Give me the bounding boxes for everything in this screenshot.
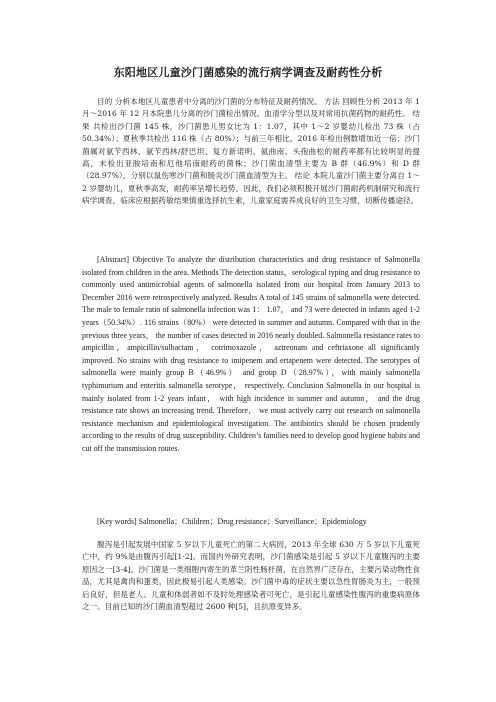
english-abstract: [Abstract] Objective To analyze the distribution characteristics and drug resistance of Salmonella isolated from children in the area. Methods The detection status，serological typing and drug resistance to commonly used antimicrobial agents of salmonella isolated from our hospital from January 2013 to December 2016 were retrospectively analyzed. Results A total of 145 strains of salmonella were detected. The male to female ratio of salmonella infection was 1： 1.07， and 73 were detected in infants aged 1-2 years（50.34%）. 116 strains（80%） were detected in summer and autumn. Compared with that in the previous three years， the number of cases detected in 2016 nearly doubled. Salmonella resistance rates to ampicillin，ampicillin/sulbactam， cotrimoxazole， aztreonam and ceftriaxone all significantly improved. No strains with drug resistance to imipenem and ertapenem were detected. The serotypes of salmonella were mainly group B（46.9%） and group D（28.97%），with mainly salmonella typhimurium and enteritis salmonella serotype， respectively. Conclusion Salmonella in our hospital is mainly isolated from 1-2 years infant， with high incidence in summer and autumn， and the drug resistance rate shows an increasing trend. Therefore， we must actively carry out research on salmonella resistance mechanism and epidemiological investigation. The antibiotics should be chosen prudently according to the results of drug susceptibility. Children’s families need to develop good hygiene habits and cut off the transmission routes. <box>82 255 420 453</box>
keywords: [Key words] Salmonella；Children；Drug resistance；Surveillance；Epidemiology <box>97 517 367 526</box>
paper-title: 东阳地区儿童沙门菌感染的流行病学调查及耐药性分析 <box>113 66 383 79</box>
introduction-paragraph: 腹泻是引起发展中国家 5 岁以下儿童死亡的第二大病因，2013 年全球 630 万 5 岁以下儿童死亡中，约 9%是由腹泻引起[1-2]。而国内外研究表明，沙门菌感染是引起 5 岁以下儿童腹泻的主要原因之一[3-4]。沙门菌是一类细胞内寄生的革兰阴性肠杆菌，在自然界广泛存在，主要污染动物性食品，尤其是禽肉和蛋类，因此极易引起人类感染。沙门菌中毒的症状主要以急性胃肠炎为主，一般预后良好，但是老人、儿童和体弱者如不及时处理感染者可死亡，是引起儿童感染性腹泻的重要病原体之一。目前已知的沙门菌血清型超过 2600 种[5]，且抗原变异多。 <box>82 540 420 612</box>
chinese-abstract: 目的 分析本地区儿童患者中分离的沙门菌的分布特征及耐药情况。 方法 回顾性分析 2013 年 1 月～2016 年 12 月本院患儿分离的沙门菌检出情况、血清学分型以及对常用抗菌药物的耐药性。 结果 共检出沙门菌 145 株，沙门菌患儿男女比为 1：1.07，其中 1～2 岁婴幼儿检出 73 株（占 50.34%）；夏秋季共检出 116 株（占 80%）；与前三年相比，2016 年检出例数增加近一倍；沙门菌属对氨苄西林、氨苄西林/舒巴坦、复方新诺明、氨曲南、头孢曲松的耐药率都有比较明显的提高，未检出亚胺培南和厄他培南耐药的菌株；沙门菌血清型主要为 B 群（46.9%）和 D 群（28.97%），分别以鼠伤寒沙门菌和肠炎沙门菌血清型为主。 结论 本院儿童沙门菌主要分离自 1～2 岁婴幼儿，夏秋季高发，耐药率呈增长趋势。因此，我们必须积极开展沙门菌耐药机制研究和流行病学调查，临床应根据药敏结果慎重选择抗生素，儿童家庭需养成良好的卫生习惯，切断传播途径。 <box>82 97 420 206</box>
